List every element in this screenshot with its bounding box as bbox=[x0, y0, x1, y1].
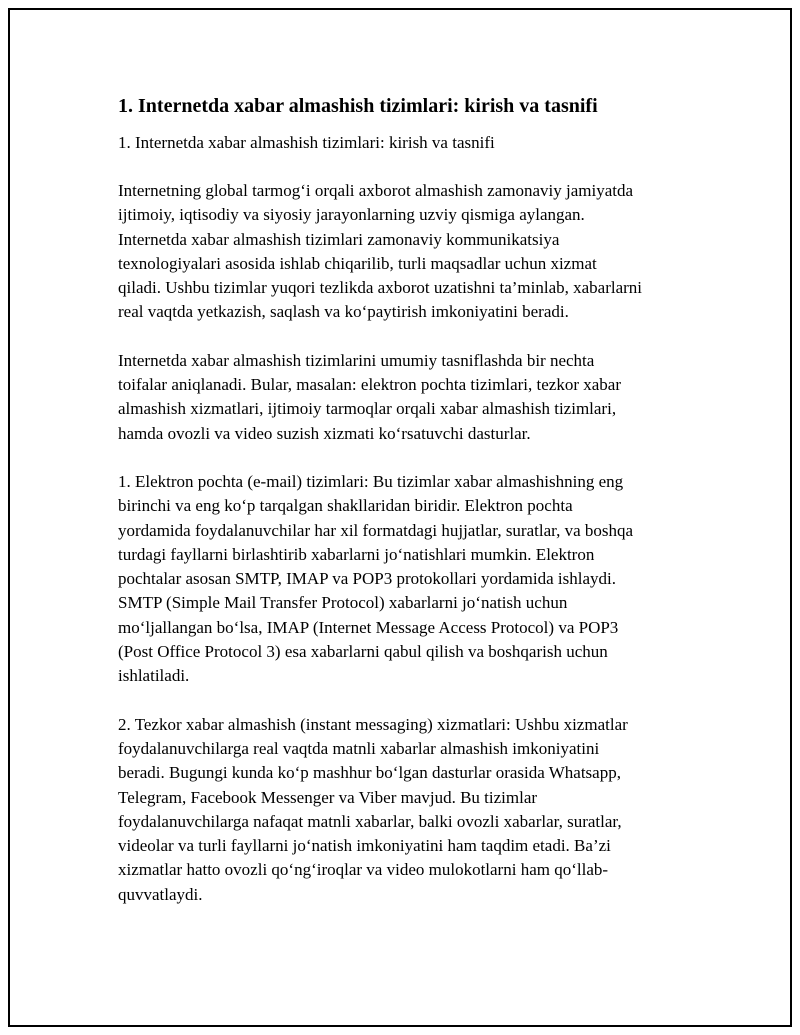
paragraph-line: toifalar aniqlanadi. Bular, masalan: elektron pochta tizimlari, tezkor xabar bbox=[118, 375, 621, 395]
paragraph-line: birinchi va eng ko‘p tarqalgan shakllaridan biridir. Elektron pochta bbox=[118, 496, 573, 516]
document-heading: 1. Internetda xabar almashish tizimlari: kirish va tasnifi bbox=[118, 95, 598, 117]
paragraph-line: hamda ovozli va video suzish xizmati ko‘rsatuvchi dasturlar. bbox=[118, 423, 531, 443]
paragraph-line: SMTP (Simple Mail Transfer Protocol) xabarlarni jo‘natish uchun bbox=[118, 593, 568, 613]
paragraph-line: foydalanuvchilarga real vaqtda matnli xabarlar almashish imkoniyatini bbox=[118, 738, 600, 758]
paragraph-line: real vaqtda yetkazish, saqlash va ko‘paytirish imkoniyatini beradi. bbox=[118, 302, 569, 322]
paragraph-line: quvvatlaydi. bbox=[118, 884, 203, 904]
paragraph-line: Internetning global tarmog‘i orqali axborot almashish zamonaviy jamiyatda bbox=[118, 181, 634, 200]
paragraph-line: mo‘ljallangan bo‘lsa, IMAP (Internet Message Access Protocol) va POP3 bbox=[118, 617, 619, 637]
paragraph-line: Telegram, Facebook Messenger va Viber mavjud. Bu tizimlar bbox=[118, 787, 538, 807]
paragraph-line: videolar va turli fayllarni jo‘natish imkoniyatini ham taqdim etadi. Ba’zi bbox=[118, 836, 611, 856]
paragraph-email bbox=[118, 470, 692, 689]
paragraph-line: turdagi fayllarni birlashtirib xabarlarni jo‘natishlari mumkin. Elektron bbox=[118, 544, 595, 564]
paragraph-intro bbox=[118, 179, 692, 325]
document-subheading: 1. Internetda xabar almashish tizimlari: kirish va tasnifi bbox=[118, 133, 495, 152]
paragraph-line: beradi. Bugungi kunda ko‘p mashhur bo‘lgan dasturlar orasida Whatsapp, bbox=[118, 763, 621, 783]
paragraph-line: 2. Tezkor xabar almashish (instant messaging) xizmatlari: Ushbu xizmatlar bbox=[118, 714, 628, 734]
paragraph-line: almashish xizmatlari, ijtimoiy tarmoqlar orqali xabar almashish tizimlari, bbox=[118, 399, 617, 419]
paragraph-line: Internetda xabar almashish tizimlari zamonaviy kommunikatsiya bbox=[118, 229, 560, 249]
paragraph-line: (Post Office Protocol 3) esa xabarlarni qabul qilish va boshqarish uchun bbox=[118, 642, 608, 662]
paragraph-instant-messaging bbox=[118, 713, 692, 907]
paragraph-line: 1. Elektron pochta (e-mail) tizimlari: Bu tizimlar xabar almashishning eng bbox=[118, 471, 624, 491]
paragraph-line: ishlatiladi. bbox=[118, 666, 190, 686]
paragraph-line: texnologiyalari asosida ishlab chiqarilib, turli maqsadlar uchun xizmat bbox=[118, 253, 597, 273]
paragraph-line: ijtimoiy, iqtisodiy va siyosiy jarayonlarning uzviy qismiga aylangan. bbox=[118, 205, 585, 225]
paragraph-line: xizmatlar hatto ovozli qo‘ng‘iroqlar va video mulokotlarni ham qo‘llab- bbox=[118, 860, 609, 880]
paragraph-line: yordamida foydalanuvchilar har xil formatdagi hujjatlar, suratlar, va boshqa bbox=[118, 520, 634, 540]
paragraph-line: qiladi. Ushbu tizimlar yuqori tezlikda axborot uzatishni ta’minlab, xabarlarni bbox=[118, 278, 643, 298]
paragraph-line: pochtalar asosan SMTP, IMAP va POP3 protokollari yordamida ishlaydi. bbox=[118, 569, 616, 589]
paragraph-line: foydalanuvchilarga nafaqat matnli xabarlar, balki ovozli xabarlar, suratlar, bbox=[118, 811, 622, 831]
paragraph-classification bbox=[118, 349, 692, 446]
document-body bbox=[118, 94, 692, 931]
paragraph-line: Internetda xabar almashish tizimlarini umumiy tasniflashda bir nechta bbox=[118, 350, 595, 370]
